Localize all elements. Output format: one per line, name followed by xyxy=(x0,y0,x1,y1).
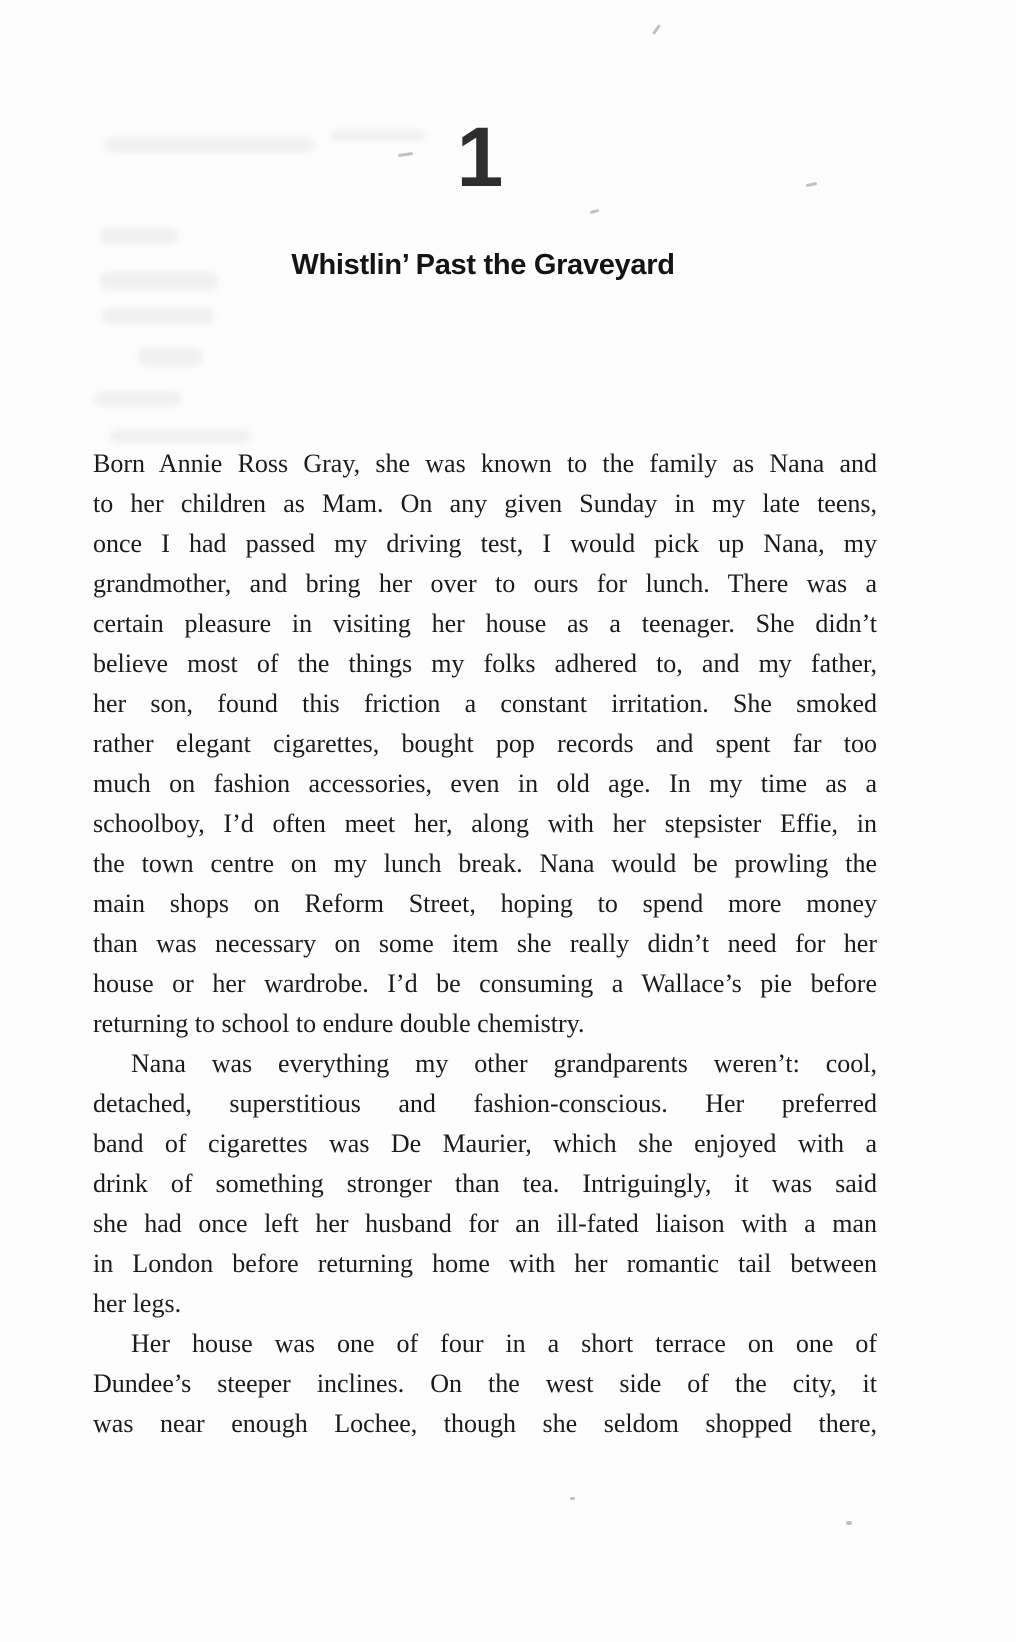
body-text-line: house or her wardrobe. I’d be consuming a Wallace’s pie before xyxy=(93,969,877,998)
ghost-mark xyxy=(100,228,178,244)
speck xyxy=(846,1521,852,1525)
body-text-line: schoolboy, I’d often meet her, along with her stepsister Effie, in xyxy=(93,809,877,838)
body-text-line: was near enough Lochee, though she seldom shopped there, xyxy=(93,1409,877,1438)
body-text-line: main shops on Reform Street, hoping to spend more money xyxy=(93,889,877,918)
speck xyxy=(590,209,599,214)
body-text-line: her son, found this friction a constant irritation. She smoked xyxy=(93,689,877,718)
body-text-line: detached, superstitious and fashion-conscious. Her preferred xyxy=(93,1089,877,1118)
ghost-mark xyxy=(138,348,202,366)
body-text-line: rather elegant cigarettes, bought pop records and spent far too xyxy=(93,729,877,758)
ghost-mark xyxy=(110,430,250,443)
body-text-line: returning to school to endure double chemistry. xyxy=(93,1009,585,1038)
body-text-line: in London before returning home with her romantic tail between xyxy=(93,1249,877,1278)
chapter-title: Whistlin’ Past the Graveyard xyxy=(291,249,675,281)
ghost-mark xyxy=(94,392,182,406)
body-text-line: she had once left her husband for an ill-fated liaison with a man xyxy=(93,1209,877,1238)
body-text-line: Dundee’s steeper inclines. On the west side of the city, it xyxy=(93,1369,877,1398)
body-text-line: drink of something stronger than tea. Intriguingly, it was said xyxy=(93,1169,877,1198)
speck xyxy=(570,1497,575,1500)
body-text-line: grandmother, and bring her over to ours for lunch. There was a xyxy=(93,569,877,598)
body-text-line: once I had passed my driving test, I would pick up Nana, my xyxy=(93,529,877,558)
body-text-line: Born Annie Ross Gray, she was known to the family as Nana and xyxy=(93,449,877,478)
body-text-line: Her house was one of four in a short terrace on one of xyxy=(131,1329,877,1358)
body-text-line: believe most of the things my folks adhered to, and my father, xyxy=(93,649,877,678)
body-text-line: much on fashion accessories, even in old age. In my time as a xyxy=(93,769,877,798)
body-text-line: than was necessary on some item she really didn’t need for her xyxy=(93,929,877,958)
body-text-line: Nana was everything my other grandparents weren’t: cool, xyxy=(131,1049,877,1078)
ghost-mark xyxy=(102,308,214,324)
speck xyxy=(652,24,661,35)
body-text-line: her legs. xyxy=(93,1289,182,1318)
body-text-column xyxy=(93,444,877,1444)
body-text-line: the town centre on my lunch break. Nana would be prowling the xyxy=(93,849,877,878)
body-text-line: band of cigarettes was De Maurier, which she enjoyed with a xyxy=(93,1129,877,1158)
body-text-line: certain pleasure in visiting her house as a teenager. She didn’t xyxy=(93,609,877,638)
body-text-line: to her children as Mam. On any given Sunday in my late teens, xyxy=(93,489,877,518)
chapter-number: 1 xyxy=(456,110,504,204)
